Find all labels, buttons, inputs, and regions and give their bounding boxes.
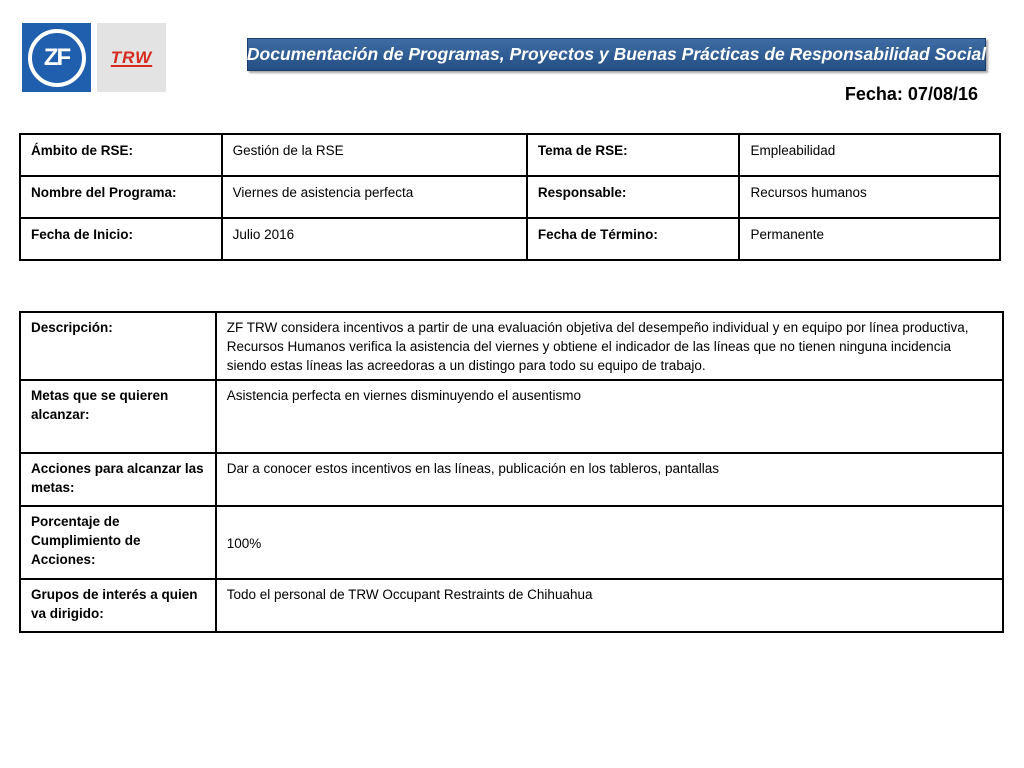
page-title: Documentación de Programas, Proyectos y Buenas Prácticas de Responsabilidad Social xyxy=(246,44,987,64)
table-row xyxy=(20,176,1000,218)
table-row xyxy=(20,380,1003,453)
goals-label: Metas que se quieren alcanzar: xyxy=(20,380,216,453)
table-row xyxy=(20,506,1003,579)
completion-value: 100% xyxy=(216,506,1003,579)
scope-value: Gestión de la RSE xyxy=(222,134,527,176)
date-line xyxy=(845,84,978,105)
table-row xyxy=(20,453,1003,506)
summary-table xyxy=(19,133,1001,261)
zf-logo xyxy=(22,23,91,92)
goals-value: Asistencia perfecta en viernes disminuyendo el ausentismo xyxy=(216,380,1003,453)
responsible-value: Recursos humanos xyxy=(739,176,1000,218)
date-value: 07/08/16 xyxy=(907,84,978,104)
actions-value: Dar a conocer estos incentivos en las líneas, publicación en los tableros, pantallas xyxy=(216,453,1003,506)
trw-logo-text: TRW xyxy=(110,47,153,67)
zf-logo-text: ZF xyxy=(28,29,86,87)
program-name-value: Viernes de asistencia perfecta xyxy=(222,176,527,218)
topic-label: Tema de RSE: xyxy=(527,134,740,176)
stakeholders-value: Todo el personal de TRW Occupant Restraints de Chihuahua xyxy=(216,579,1003,632)
responsible-label: Responsable: xyxy=(527,176,740,218)
table-row xyxy=(20,579,1003,632)
date-label: Fecha: xyxy=(844,84,903,104)
end-date-label: Fecha de Término: xyxy=(527,218,740,260)
details-table xyxy=(19,311,1004,633)
start-date-value: Julio 2016 xyxy=(222,218,527,260)
completion-label: Porcentaje de Cumplimiento de Acciones: xyxy=(20,506,216,579)
program-name-label: Nombre del Programa: xyxy=(20,176,222,218)
description-label: Descripción: xyxy=(20,312,216,380)
table-row xyxy=(20,134,1000,176)
end-date-value: Permanente xyxy=(739,218,1000,260)
scope-label: Ámbito de RSE: xyxy=(20,134,222,176)
stakeholders-label: Grupos de interés a quien va dirigido: xyxy=(20,579,216,632)
description-value: ZF TRW considera incentivos a partir de una evaluación objetiva del desempeño individual y en equipo por línea productiva, Recursos Humanos verifica la asistencia del viernes y obtiene el indicador de las líneas que no tienen ninguna incidencia siendo estas líneas las acreedoras a un distingo para todo su equipo de trabajo. xyxy=(216,312,1003,380)
actions-label: Acciones para alcanzar las metas: xyxy=(20,453,216,506)
table-row xyxy=(20,218,1000,260)
topic-value: Empleabilidad xyxy=(739,134,1000,176)
trw-logo xyxy=(97,23,166,92)
table-row xyxy=(20,312,1003,380)
title-banner xyxy=(247,38,986,71)
start-date-label: Fecha de Inicio: xyxy=(20,218,222,260)
